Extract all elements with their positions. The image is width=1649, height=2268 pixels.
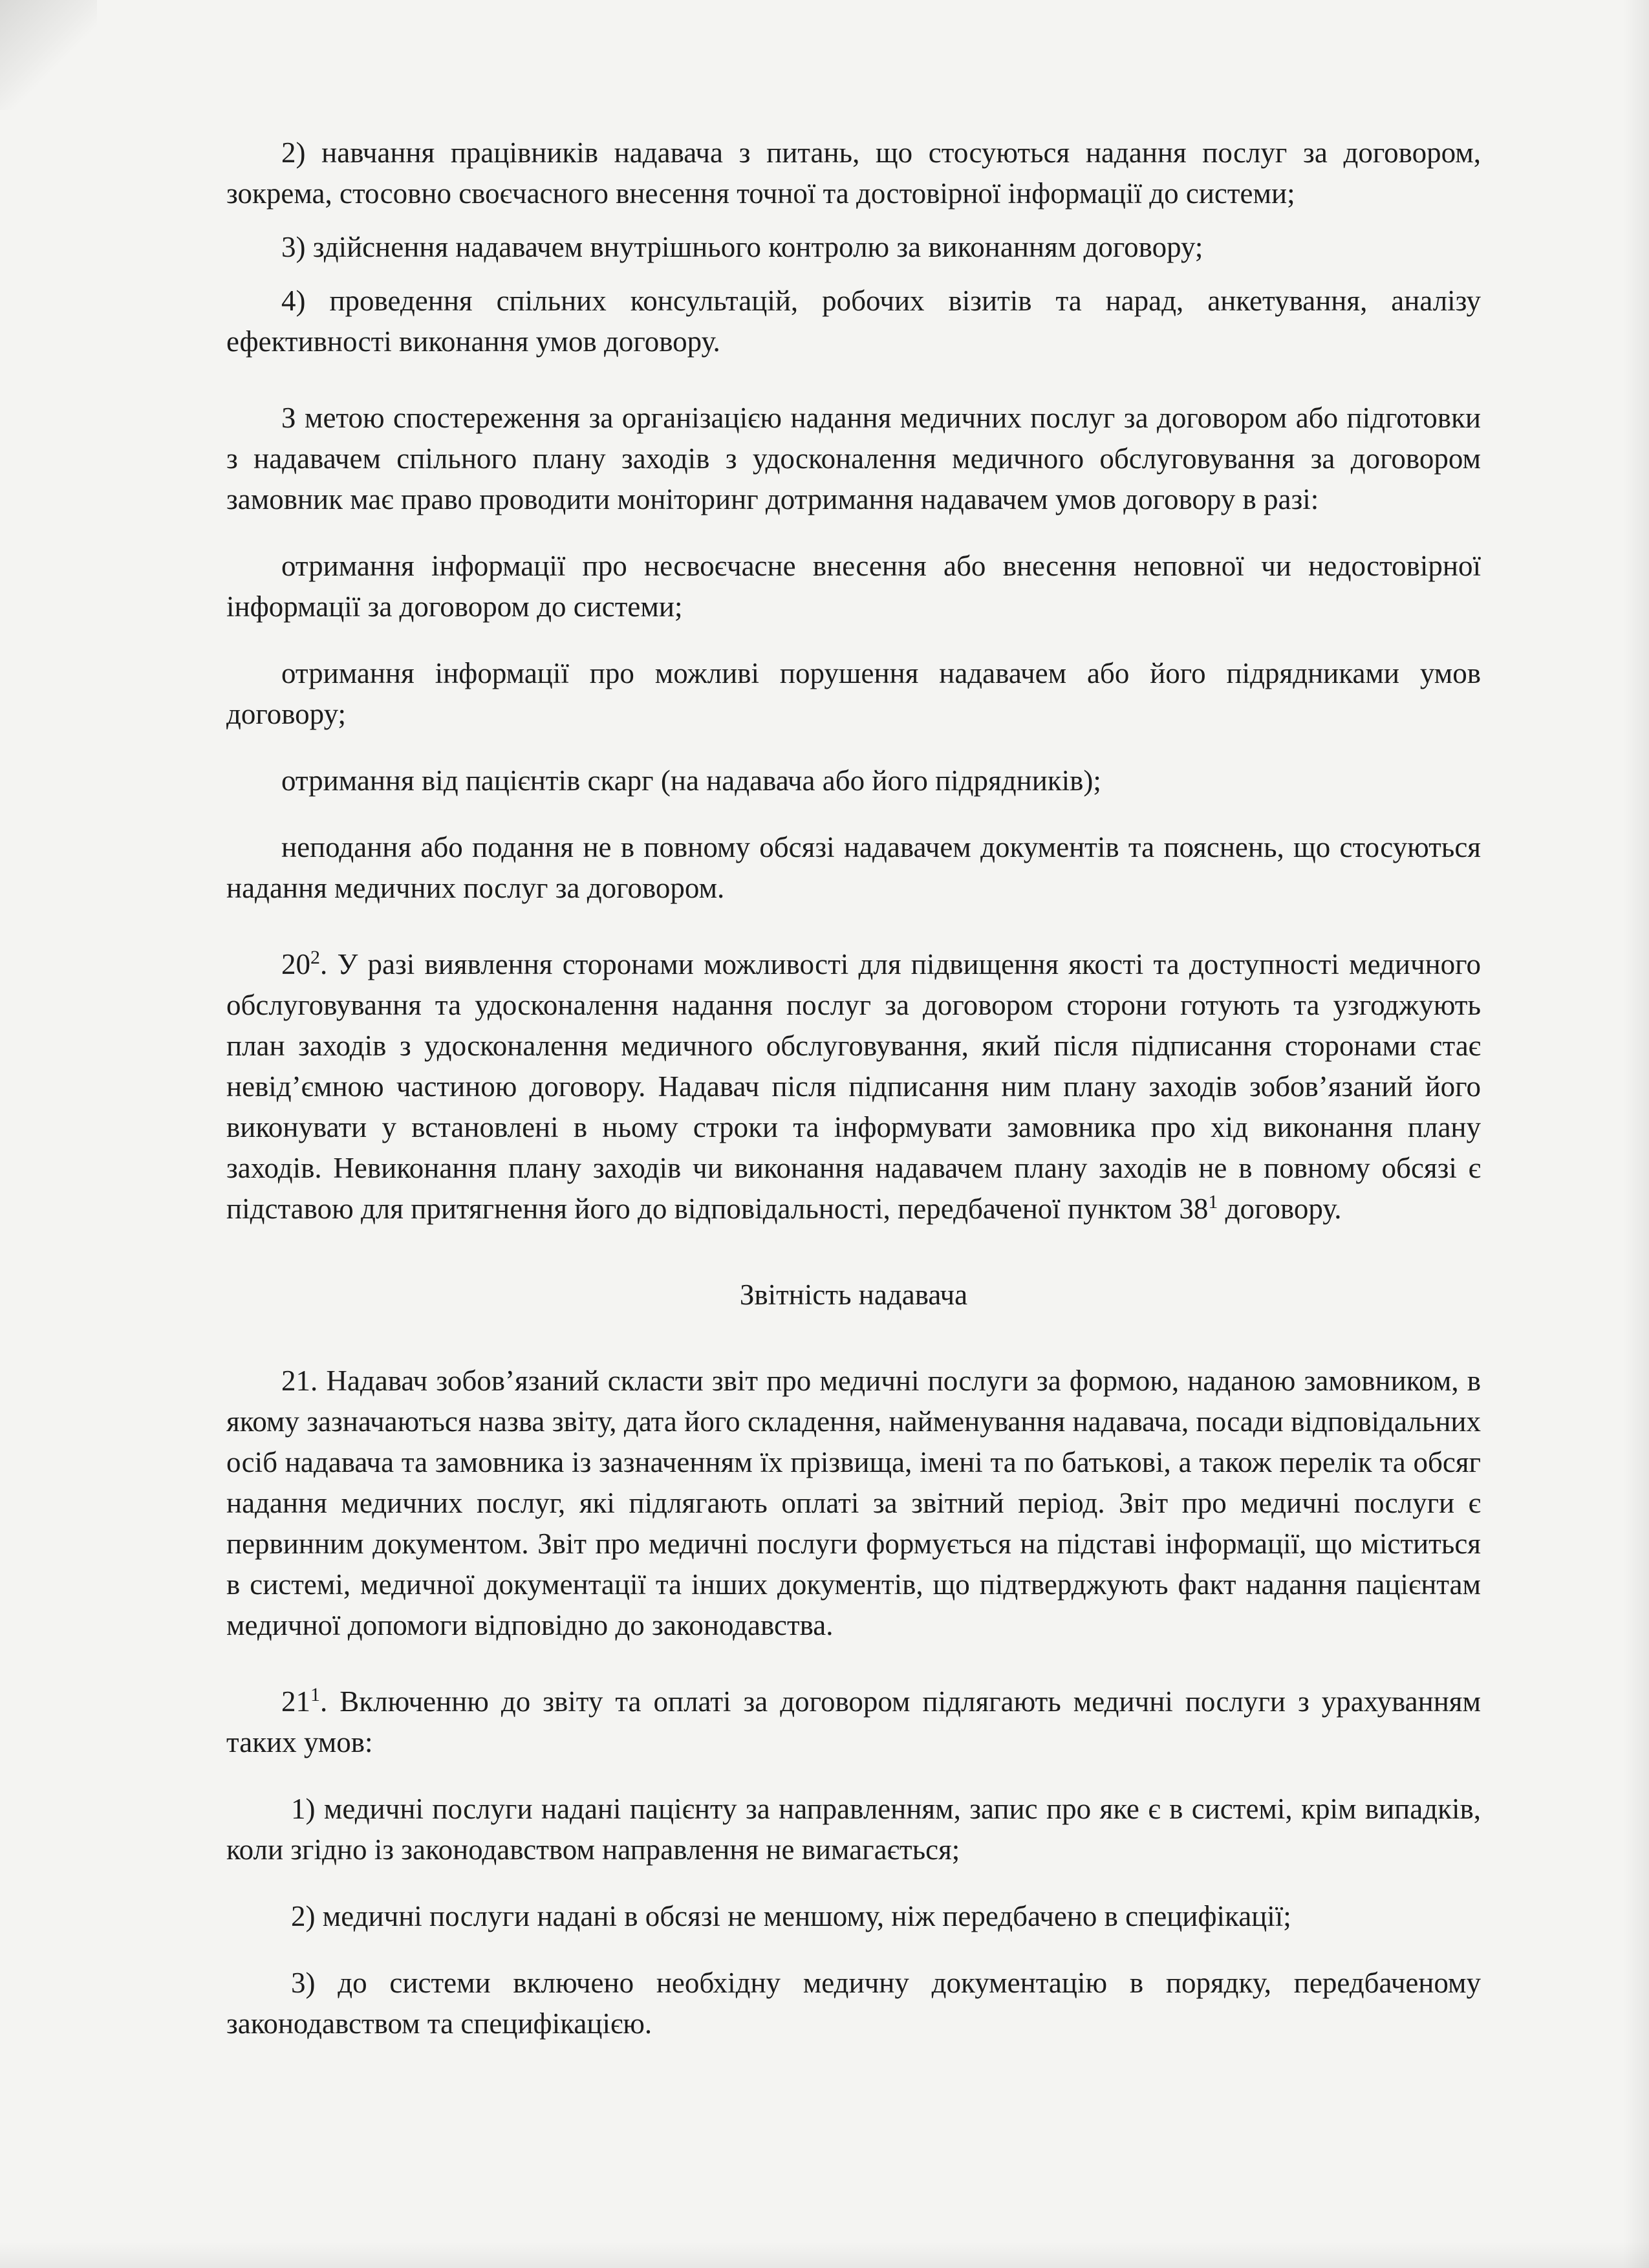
- monitoring-condition: отримання інформації про несвоєчасне внесення або внесення неповної чи недостовірної інформації за договором до системи;: [226, 550, 1481, 623]
- monitoring-condition: отримання від пацієнтів скарг (на надавача або його підрядників);: [281, 764, 1101, 797]
- document-body: [226, 133, 1481, 2044]
- list-item: 3) здійснення надавачем внутрішнього контролю за виконанням договору;: [281, 231, 1203, 263]
- page-bottom-edge: [0, 2242, 1649, 2268]
- condition-item: 3) до системи включено необхідну медичну документацію в порядку, передбаченому законодавством та специфікацією.: [226, 1967, 1481, 2040]
- monitoring-condition: отримання інформації про можливі порушення надавачем або його підрядниками умов договору;: [226, 657, 1481, 730]
- clause-superscript: 2: [310, 947, 320, 968]
- condition-item: 1) медичні послуги надані пацієнту за направленням, запис про яке є в системі, крім випадків, коли згідно із законодавством направлення не вимагається;: [226, 1793, 1481, 1866]
- clause-21-1: [226, 1681, 1481, 1763]
- monitoring-intro-paragraph: З метою спостереження за організацією надання медичних послуг за договором або підготовки з надавачем спільного плану заходів з удосконалення медичного обслуговування за договором замовник має право проводити моніторинг дотримання надавачем умов договору в разі:: [226, 402, 1481, 515]
- list-item: 2) навчання працівників надавача з питань, що стосуються надання послуг за договором, зокрема, стосовно своєчасного внесення точної та достовірної інформації до системи;: [226, 136, 1481, 210]
- monitoring-condition: неподання або подання не в повному обсязі надавачем документів та пояснень, що стосуються надання медичних послуг за договором.: [226, 831, 1481, 904]
- condition-item: 2) медичні послуги надані в обсязі не меншому, ніж передбачено в специфікації;: [291, 1900, 1291, 1932]
- page-edge-shadow: [1623, 0, 1649, 2268]
- clause-number: 20: [281, 948, 310, 980]
- reference-superscript: 1: [1208, 1191, 1218, 1213]
- clause-21: 21. Надавач зобов’язаний скласти звіт про медичні послуги за формою, наданою замовником, в якому зазначаються назва звіту, дата його складення, найменування надавача, посади відповідальних осіб надавача та замовника із зазначенням їх прізвища, імені та по батькові, а також перелік та обсяг надання медичних послуг, які підлягають оплаті за звітний період. Звіт про медичні послуги є первинним документом. Звіт про медичні послуги формується на підставі інформації, що міститься в системі, медичної документації та інших документів, що підтверджують факт надання пацієнтам медичної допомоги відповідно до законодавства.: [226, 1365, 1481, 1641]
- clause-superscript: 1: [310, 1684, 320, 1705]
- clause-text: . У разі виявлення сторонами можливості для підвищення якості та доступності медичного обслуговування та удосконалення надання послуг за договором сторони готують та узгоджують план заходів з удосконалення медичного обслуговування, який після підписання сторонами стає невід’ємною частиною договору. Надавач після підписання ним плану заходів зобов’язаний його виконувати у встановлені в ньому строки та інформувати замовника про хід виконання плану заходів. Невиконання плану заходів чи виконання надавачем плану заходів не в повному обсязі є підставою для притягнення його до відповідальності, передбаченої пунктом 38: [226, 948, 1481, 1225]
- page-corner-fold: [0, 0, 97, 110]
- section-heading: Звітність надавача: [739, 1279, 968, 1311]
- clause-number: 21: [281, 1685, 310, 1718]
- clause-tail: договору.: [1218, 1193, 1342, 1225]
- clause-20-2: [226, 944, 1481, 1229]
- list-item: 4) проведення спільних консультацій, робочих візитів та нарад, анкетування, аналізу ефективності виконання умов договору.: [226, 285, 1481, 358]
- clause-text: . Включенню до звіту та оплаті за договором підлягають медичні послуги з урахуванням таких умов:: [226, 1685, 1481, 1758]
